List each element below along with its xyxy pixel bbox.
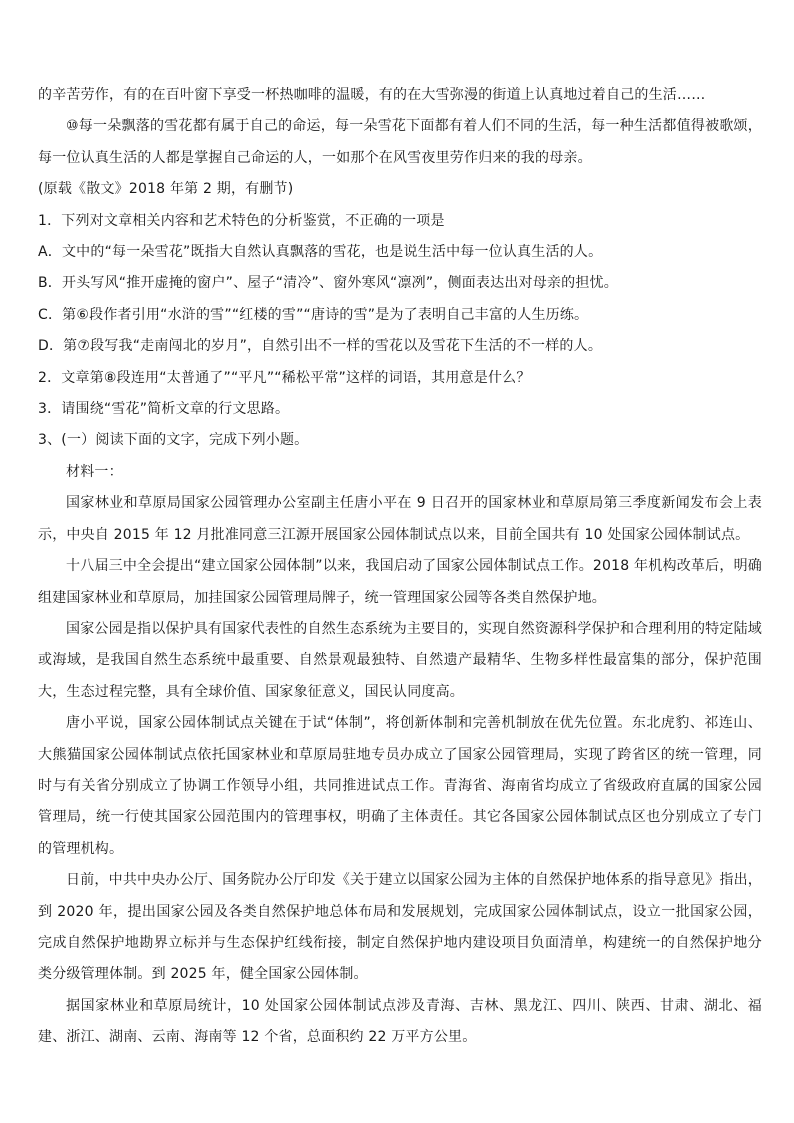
material-paragraph: 唐小平说，国家公园体制试点关键在于试“体制”，将创新体制和完善机制放在优先位置。东北虎豹、祁连山、大熊猫国家公园体制试点依托国家林业和草原局驻地专员办成立了国家公园管理局，实现了跨省区的统一管理，同时与有关省分别成立了协调工作领导小组，共同推进试点工作。青海省、海南省均成立了省级政府直属的国家公园管理局，统一行使其国家公园范围内的管理事权，明确了主体责任。其它各国家公园体制试点区也分别成立了专门的管理机构。 [38, 715, 762, 857]
option-c: C．第⑥段作者引用“水浒的雪”“红楼的雪”“唐诗的雪”是为了表明自己丰富的人生历练。 [38, 306, 589, 323]
material-label: 材料一： [66, 463, 123, 480]
document-page [38, 80, 762, 1054]
section-heading: 3、(一）阅读下面的文字，完成下列小题。 [38, 432, 309, 449]
paragraph-10: ⑩每一朵飘落的雪花都有属于自己的命运，每一朵雪花下面都有着人们不同的生活，每一种生活都值得被歌颂，每一位认真生活的人都是掌握自己命运的人，一如那个在风雪夜里劳作归来的我的母亲。 [38, 118, 762, 166]
material-paragraph: 日前，中共中央办公厅、国务院办公厅印发《关于建立以国家公园为主体的自然保护地体系的指导意见》指出，到 2020 年，提出国家公园及各类自然保护地总体布局和发展规划，完成国家公园体制试点，设立一批国家公园，完成自然保护地勘界立标并与生态保护红线衔接，制定自然保护地内建设项目负面清单，构建统一的自然保护地分类分级管理体制。到 2025 年，健全国家公园体制。 [38, 872, 762, 983]
material-paragraph: 国家公园是指以保护具有国家代表性的自然生态系统为主要目的，实现自然资源科学保护和合理利用的特定陆域或海域，是我国自然生态系统中最重要、自然景观最独特、自然遗产最精华、生物多样性最富集的部分，保护范围大，生态过程完整，具有全球价值、国家象征意义，国民认同度高。 [38, 620, 762, 700]
option-b: B．开头写风“推开虚掩的窗户”、屋子“清冷”、窗外寒风“凛冽”，侧面表达出对母亲的担忧。 [38, 275, 618, 292]
source-note: (原载《散文》2018 年第 2 期，有删节) [38, 181, 294, 198]
question-1: 1．下列对文章相关内容和艺术特色的分析鉴赏，不正确的一项是 [38, 212, 445, 229]
material-paragraph: 据国家林业和草原局统计，10 处国家公园体制试点涉及青海、吉林、黑龙江、四川、陕西、甘肃、湖北、福建、浙江、湖南、云南、海南等 12 个省，总面积约 22 万平方公里。 [38, 997, 762, 1046]
material-paragraph: 十八届三中全会提出“建立国家公园体制”以来，我国启动了国家公园体制试点工作。2018 年机构改革后，明确组建国家林业和草原局，加挂国家公园管理局牌子，统一管理国家公园等各类自然保护地。 [38, 558, 762, 606]
option-a: A．文中的“每一朵雪花”既指大自然认真飘落的雪花，也是说生活中每一位认真生活的人。 [38, 244, 603, 261]
paragraph-continuation: 的辛苦劳作，有的在百叶窗下享受一杯热咖啡的温暖，有的在大雪弥漫的街道上认真地过着自己的生活…… [38, 87, 706, 103]
option-d: D．第⑦段写我“走南闯北的岁月”，自然引出不一样的雪花以及雪花下生活的不一样的人。 [38, 338, 603, 355]
question-3: 3．请围绕“雪花”简析文章的行文思路。 [38, 401, 290, 418]
question-2: 2．文章第⑧段连用“太普通了”“平凡”“稀松平常”这样的词语，其用意是什么？ [38, 369, 531, 386]
material-paragraph: 国家林业和草原局国家公园管理办公室副主任唐小平在 9 日召开的国家林业和草原局第三季度新闻发布会上表示，中央自 2015 年 12 月批准同意三江源开展国家公园体制试点以来，目前全国共有 10 处国家公园体制试点。 [38, 495, 762, 543]
